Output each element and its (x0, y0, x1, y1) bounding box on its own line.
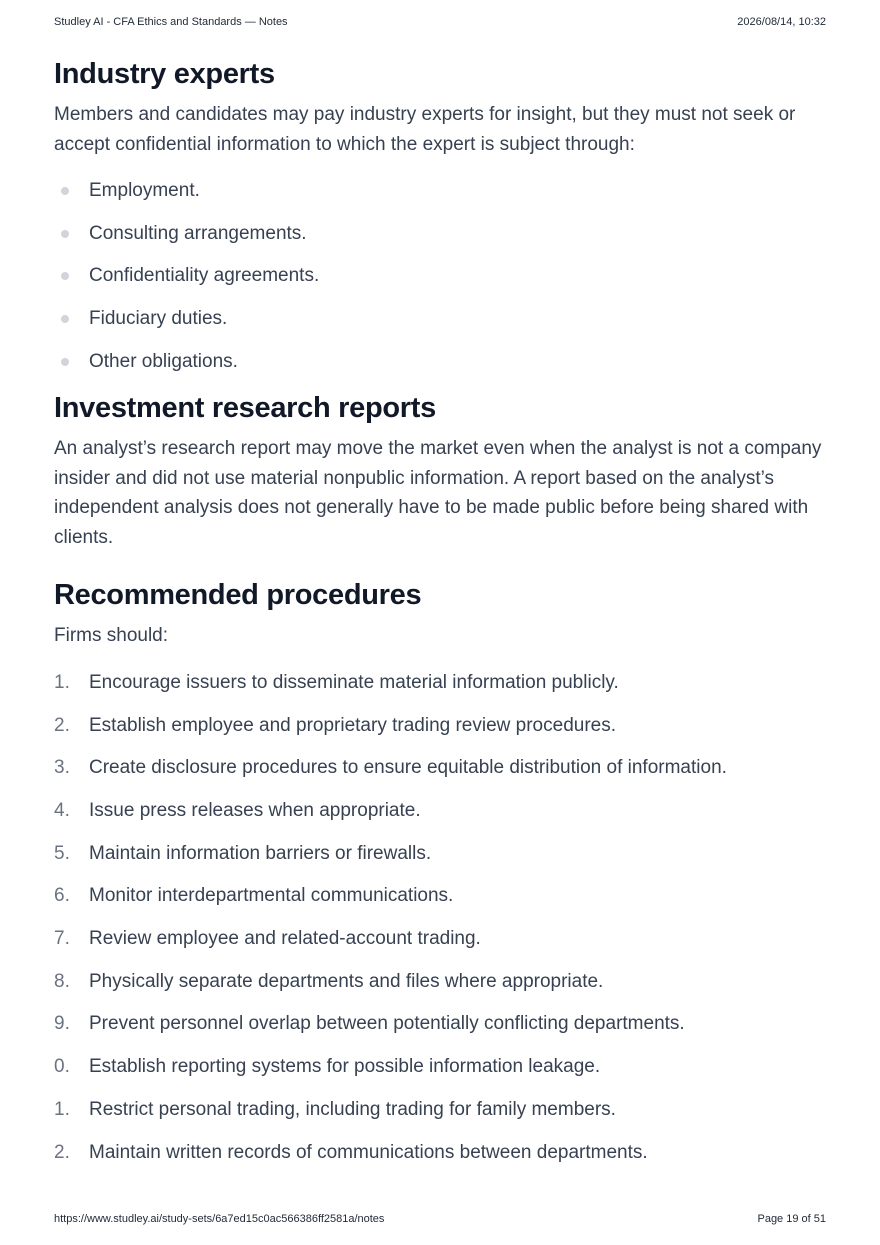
list-number: 6. (54, 885, 70, 907)
research-reports-body: An analyst’s research report may move the market even when the analyst is not a company insider and did not use material nonpublic information. A report based on the analyst’s independent analysis does not generally have to be made public before being shared with clients. (54, 438, 822, 548)
list-number: 0. (54, 1056, 70, 1078)
section-heading-industry-experts: Industry experts (54, 58, 275, 90)
page-header (54, 16, 826, 28)
industry-experts-intro: Members and candidates may pay industry experts for insight, but they must not seek or accept confidential information to which the expert is subject through: (54, 104, 796, 155)
section-heading-procedures: Recommended procedures (54, 579, 422, 612)
list-number: 9. (54, 1013, 70, 1035)
list-item: 7. Review employee and related-account trading. (54, 924, 826, 967)
list-item: 2. Maintain written records of communications between departments. (54, 1138, 826, 1181)
list-item: 1. Encourage issuers to disseminate material information publicly. (54, 668, 826, 711)
list-item: 2. Establish employee and proprietary trading review procedures. (54, 711, 826, 754)
list-item: 3. Create disclosure procedures to ensure equitable distribution of information. (54, 753, 826, 796)
list-number: 5. (54, 842, 70, 864)
section-heading-research-reports: Investment research reports (54, 392, 436, 425)
bullet-icon (61, 315, 69, 323)
bullet-icon (61, 187, 69, 195)
print-datetime: 2026/08/14, 10:32 (737, 16, 826, 28)
bullet-icon (61, 272, 69, 280)
list-item: Other obligations. (54, 347, 826, 390)
list-number: 1. (54, 671, 70, 693)
list-item: Consulting arrangements. (54, 219, 826, 262)
document-title: Studley AI - CFA Ethics and Standards — Notes (54, 16, 288, 28)
list-number: 7. (54, 928, 70, 950)
list-number: 4. (54, 800, 70, 821)
notes-content (54, 56, 826, 1180)
page-number: Page 19 of 51 (757, 1213, 826, 1225)
list-number: 2. (54, 1141, 70, 1163)
list-item: 1. Restrict personal trading, including trading for family members. (54, 1095, 826, 1138)
procedures-intro: Firms should: (54, 625, 169, 647)
list-item: Employment. (54, 176, 826, 219)
list-item: 9. Prevent personnel overlap between potentially conflicting departments. (54, 1009, 826, 1052)
list-item: 5. Maintain information barriers or firewalls. (54, 839, 826, 882)
list-item: 6. Monitor interdepartmental communications. (54, 881, 826, 924)
list-item: 0. Establish reporting systems for possible information leakage. (54, 1052, 826, 1095)
bullet-icon (61, 358, 69, 366)
list-item: Confidentiality agreements. (54, 261, 826, 304)
obligations-list (54, 176, 826, 389)
list-item: 4. Issue press releases when appropriate. (54, 796, 826, 839)
list-number: 8. (54, 970, 70, 992)
list-number: 2. (54, 714, 70, 736)
list-number: 3. (54, 757, 70, 779)
page-url: https://www.studley.ai/study-sets/6a7ed15c0ac566386ff2581a/notes (54, 1213, 385, 1225)
procedures-list (54, 668, 826, 1180)
list-item: 8. Physically separate departments and files where appropriate. (54, 967, 826, 1010)
list-item: Fiduciary duties. (54, 304, 826, 347)
page-footer (54, 1213, 826, 1225)
list-number: 1. (54, 1098, 70, 1120)
bullet-icon (61, 230, 69, 238)
